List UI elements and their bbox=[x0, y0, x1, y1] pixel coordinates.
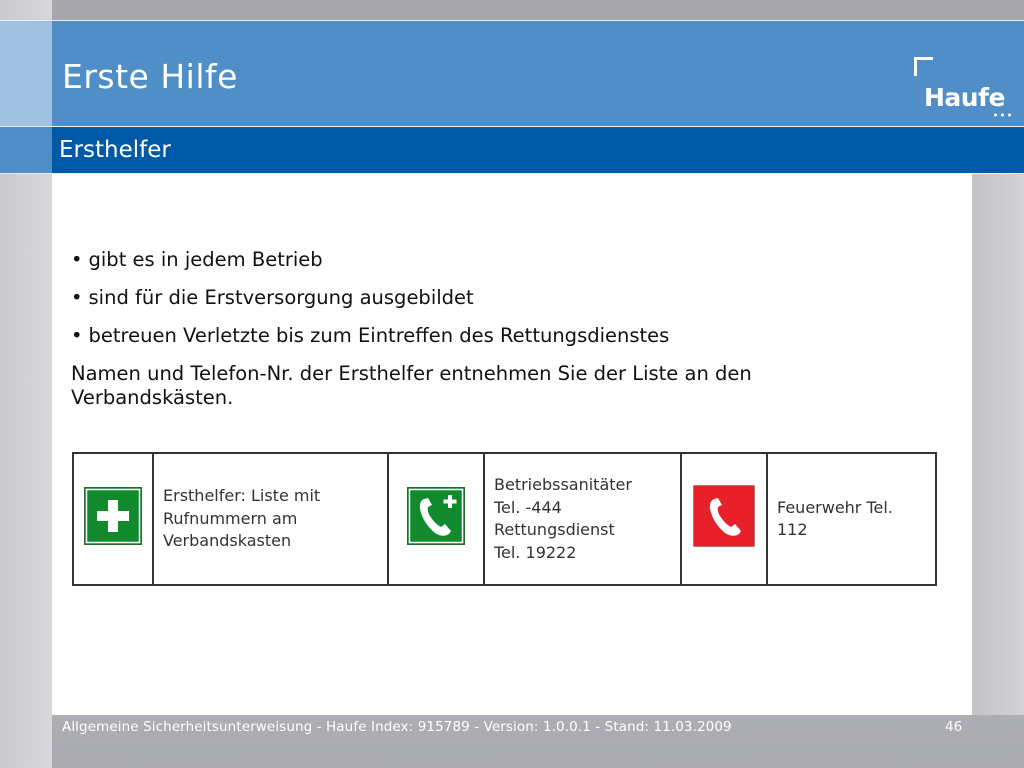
bullet-dot-icon: • bbox=[71, 286, 83, 309]
first-aid-cross-icon bbox=[84, 487, 142, 545]
slide-subtitle: Ersthelfer bbox=[59, 137, 171, 163]
subtitle-bar bbox=[0, 127, 1024, 174]
emergency-phone-sign-cell bbox=[388, 453, 484, 585]
page-number: 46 bbox=[945, 719, 963, 735]
top-band bbox=[52, 0, 1024, 20]
emergency-contacts-table bbox=[72, 452, 937, 586]
fire-phone-sign-cell bbox=[681, 453, 767, 585]
right-margin-strip bbox=[972, 175, 1024, 715]
sanitaeter-contact-cell: Betriebssanitäter Tel. -444 Rettungsdienst Tel. 19222 bbox=[484, 453, 681, 585]
slide-content bbox=[71, 248, 931, 410]
bullet-dot-icon: • bbox=[71, 324, 83, 347]
feuerwehr-contact-cell: Feuerwehr Tel. 112 bbox=[767, 453, 936, 585]
bullet-dot-icon: • bbox=[71, 248, 83, 271]
ersthelfer-list-cell: Ersthelfer: Liste mit Rufnummern am Verbandskasten bbox=[153, 453, 388, 585]
slide-title: Erste Hilfe bbox=[62, 57, 238, 96]
bullet-item: • gibt es in jedem Betrieb bbox=[71, 248, 323, 271]
haufe-logo bbox=[914, 57, 1014, 121]
ersthelfer-note: Namen und Telefon-Nr. der Ersthelfer entnehmen Sie der Liste an den Verbandskästen. bbox=[71, 362, 752, 409]
logo-text: Haufe bbox=[924, 83, 1005, 112]
first-aid-sign-cell bbox=[73, 453, 153, 585]
emergency-phone-icon bbox=[407, 487, 465, 545]
title-bar bbox=[0, 20, 1024, 127]
footer-text: Allgemeine Sicherheitsunterweisung - Haufe Index: 915789 - Version: 1.0.0.1 - Stand: 11.03.2009 bbox=[62, 719, 732, 735]
bullet-item: • sind für die Erstversorgung ausgebildet bbox=[71, 286, 474, 309]
bullet-item: • betreuen Verletzte bis zum Eintreffen des Rettungsdienstes bbox=[71, 324, 670, 347]
fire-phone-icon bbox=[693, 485, 755, 547]
